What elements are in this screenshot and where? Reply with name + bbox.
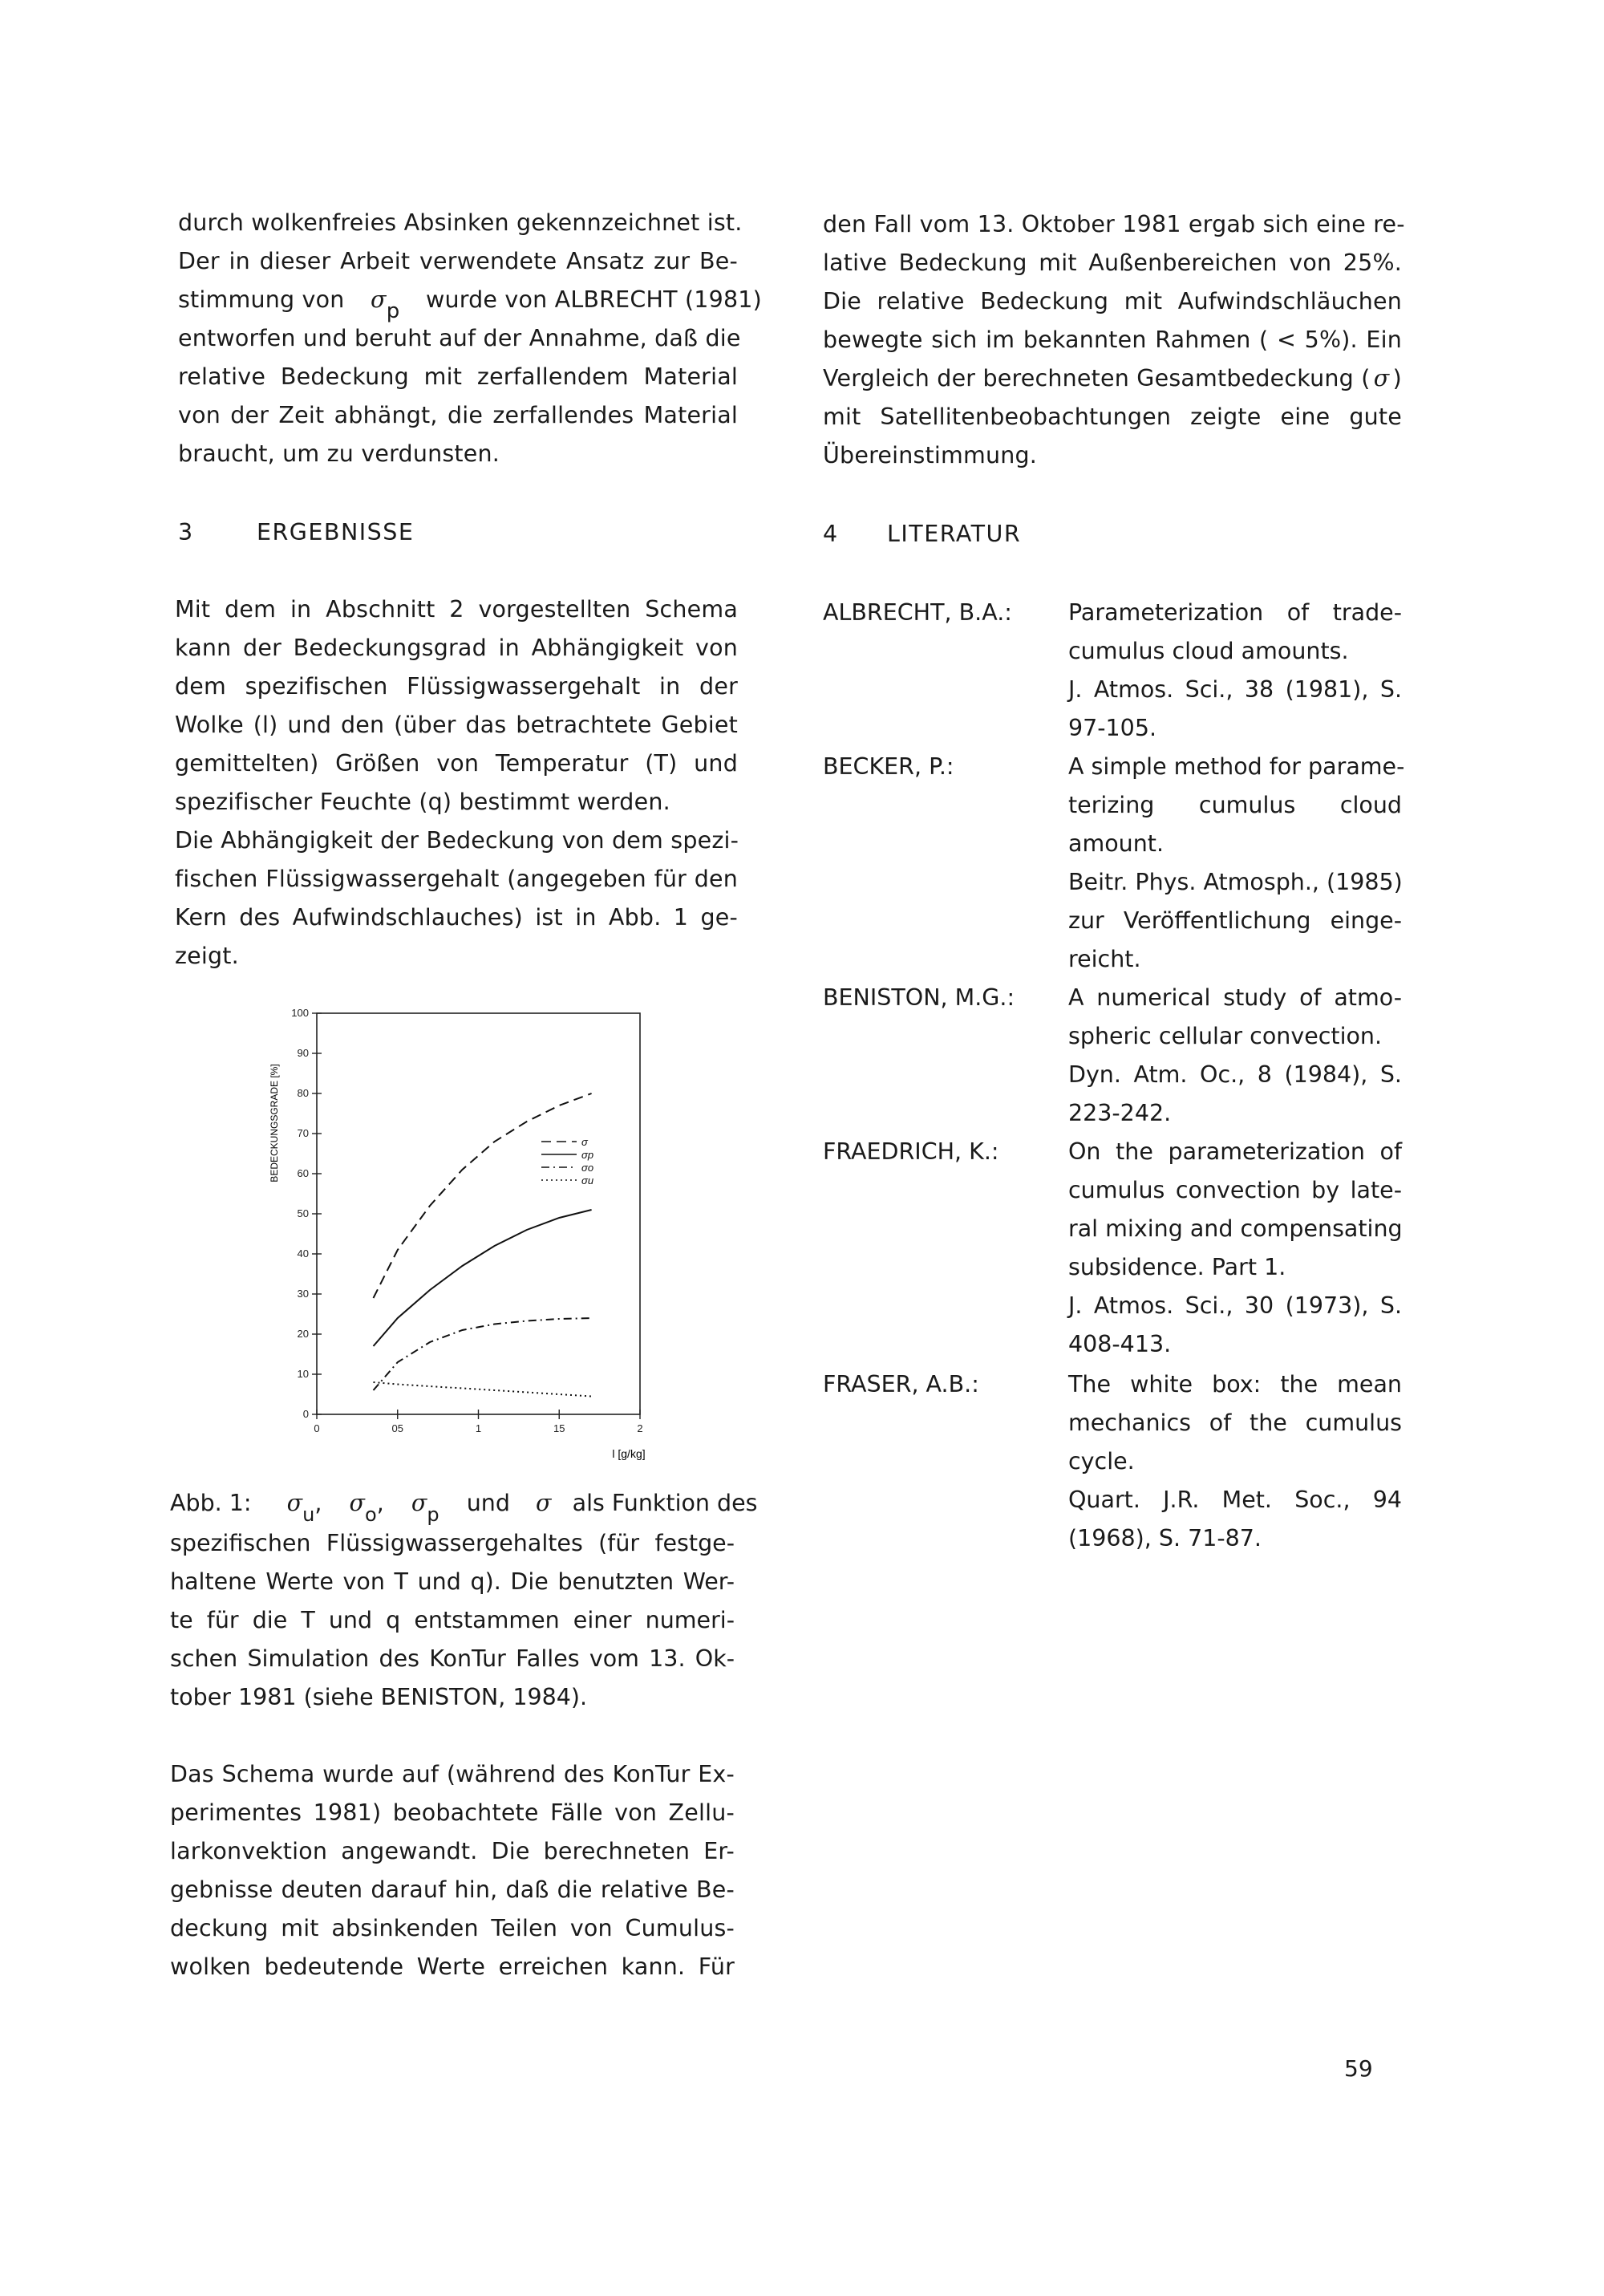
right-top-line-6: mit Satellitenbeobachtungen zeigte eine gute <box>823 404 1402 430</box>
right-top-line-2: lative Bedeckung mit Außenbereichen von 25%. <box>823 249 1402 276</box>
chart-ylabel: BEDECKUNGSGRADE [%] <box>269 1064 280 1182</box>
ref-author-fraedrich: FRAEDRICH, K.: <box>823 1138 999 1165</box>
y-tick-label: 100 <box>291 1007 309 1019</box>
caption-label: Abb. 1: <box>170 1490 252 1516</box>
sec3-line-9: Kern des Aufwindschlauches) ist in Abb. 1 ge- <box>175 904 738 931</box>
chart-series <box>374 1093 592 1397</box>
ref-line: spheric cellular convection. <box>1068 1023 1383 1049</box>
y-tick-label: 70 <box>297 1127 309 1139</box>
left-bottom-line-1: Das Schema wurde auf (während des KonTur Ex- <box>170 1761 735 1787</box>
sec3-line-6: spezifischer Feuchte (q) bestimmt werden. <box>175 789 670 815</box>
left-top-line-1: durch wolkenfreies Absinken gekennzeichnet ist. <box>178 209 743 236</box>
x-tick-label: 15 <box>553 1422 565 1434</box>
left-bottom-line-2: perimentes 1981) beobachtete Fälle von Zellu- <box>170 1799 735 1826</box>
plot-frame <box>317 1013 640 1414</box>
caption-line-1: Abb. 1: $\sigma_u$, $\sigma_o$, $\sigma_p$ und σ als Funktion des <box>170 1490 758 1526</box>
chart-legend <box>541 1136 593 1187</box>
line5-prefix: Vergleich der berechneten Gesamtbedeckung ( <box>823 365 1371 391</box>
ref-line: Quart. J.R. Met. Soc., 94 <box>1068 1487 1402 1513</box>
ref-line: cumulus convection by late- <box>1068 1177 1402 1203</box>
y-tick-label: 50 <box>297 1207 309 1219</box>
y-tick-label: 40 <box>297 1247 309 1260</box>
chart-xlabel: l [g/kg] <box>612 1447 646 1460</box>
section4-number: 4 <box>823 521 839 547</box>
sec3-line-8: fischen Flüssigwassergehalt (angegeben für den <box>175 866 738 892</box>
ref-author-fraser: FRASER, A.B.: <box>823 1371 979 1397</box>
ref-line: J. Atmos. Sci., 38 (1981), S. <box>1068 676 1402 703</box>
ref-line: Beitr. Phys. Atmosph., (1985) <box>1068 869 1403 895</box>
x-tick-label: 2 <box>637 1422 643 1434</box>
sec3-line-10: zeigt. <box>175 943 239 969</box>
ref-author-becker: BECKER, P.: <box>823 753 954 780</box>
ref-author-beniston: BENISTON, M.G.: <box>823 984 1015 1011</box>
ref-line: A numerical study of atmo- <box>1068 984 1402 1011</box>
left-top-line-3 <box>178 286 762 323</box>
legend-label: σp <box>581 1149 594 1161</box>
caption-line-2: spezifischen Flüssigwassergehaltes (für festge- <box>170 1530 735 1556</box>
right-top-line-4: bewegte sich im bekannten Rahmen ( < 5%). Ein <box>823 327 1402 353</box>
ref-line: 408-413. <box>1068 1331 1172 1357</box>
section3-title: ERGEBNISSE <box>257 519 415 546</box>
ref-line: Parameterization of trade- <box>1068 599 1402 626</box>
left-bottom-line-3: larkonvektion angewandt. Die berechneten Er- <box>170 1838 735 1864</box>
caption-sigma: σ <box>536 1490 552 1516</box>
series-line <box>374 1382 592 1397</box>
left-top-line-5: relative Bedeckung mit zerfallendem Material <box>178 363 738 390</box>
left-bottom-line-6: wolken bedeutende Werte erreichen kann. Für <box>170 1953 735 1980</box>
sec3-line-7: Die Abhängigkeit der Bedeckung von dem spezi- <box>175 827 739 854</box>
left-bottom-line-5: deckung mit absinkenden Teilen von Cumulus- <box>170 1915 735 1941</box>
ref-line: cumulus cloud amounts. <box>1068 638 1349 664</box>
x-tick-label: 1 <box>475 1422 482 1434</box>
y-tick-label: 10 <box>297 1368 309 1380</box>
ref-line: 97-105. <box>1068 715 1157 741</box>
ref-line: The white box: the mean <box>1068 1371 1402 1397</box>
caption-line-4: te für die T und q entstammen einer numeri- <box>170 1607 735 1633</box>
caption-sub-u: u <box>302 1503 315 1526</box>
caption-line1-tail: als Funktion des <box>572 1490 758 1516</box>
series-line <box>374 1093 592 1298</box>
ref-line: subsidence. Part 1. <box>1068 1254 1286 1280</box>
ref-line: cycle. <box>1068 1448 1135 1475</box>
ref-line: zur Veröffentlichung einge- <box>1068 907 1402 934</box>
y-tick-label: 80 <box>297 1087 309 1099</box>
sigma-p-symbol: σ <box>371 286 387 313</box>
caption-line-6: tober 1981 (siehe BENISTON, 1984). <box>170 1684 588 1710</box>
caption-und: und <box>466 1490 510 1516</box>
caption-sub-o: o <box>365 1503 377 1526</box>
left-top-line-4: entworfen und beruht auf der Annahme, daß die <box>178 325 741 351</box>
left-top-line-7: braucht, um zu verdunsten. <box>178 440 500 467</box>
sec3-line-5: gemittelten) Größen von Temperatur (T) und <box>175 750 738 777</box>
ref-line: On the parameterization of <box>1068 1138 1402 1165</box>
x-tick-label: 0 <box>314 1422 320 1434</box>
line5-suffix: ) <box>1392 365 1402 391</box>
y-tick-label: 20 <box>297 1328 309 1340</box>
ref-line: terizing cumulus cloud <box>1068 792 1402 818</box>
chart-x-axis <box>314 1410 642 1434</box>
ref-line: ral mixing and compensating <box>1068 1215 1403 1242</box>
line3-prefix: stimmung von <box>178 286 345 313</box>
left-top-line-2: Der in dieser Arbeit verwendete Ansatz zur Be- <box>178 248 738 274</box>
ref-line: (1968), S. 71-87. <box>1068 1525 1262 1552</box>
y-tick-label: 0 <box>302 1408 309 1420</box>
sec3-line-3: dem spezifischen Flüssigwassergehalt in der <box>175 673 738 700</box>
line5-sigma: σ <box>1373 365 1390 391</box>
caption-sigma-p: σ <box>411 1490 427 1516</box>
ref-line: amount. <box>1068 830 1165 857</box>
y-tick-label: 60 <box>297 1167 309 1179</box>
caption-sigma-u: σ <box>286 1490 303 1516</box>
ref-line: mechanics of the cumulus <box>1068 1410 1402 1436</box>
caption-sigma-o: σ <box>349 1490 365 1516</box>
x-tick-label: 05 <box>391 1422 403 1434</box>
ref-line: J. Atmos. Sci., 30 (1973), S. <box>1068 1292 1402 1319</box>
ref-line: 223-242. <box>1068 1100 1172 1126</box>
y-tick-label: 90 <box>297 1047 309 1059</box>
coverage-chart <box>257 995 658 1476</box>
right-top-line-7: Übereinstimmung. <box>823 442 1038 469</box>
sec3-line-4: Wolke (l) und den (über das betrachtete Gebiet <box>175 712 738 738</box>
chart-frame <box>317 1013 640 1414</box>
caption-line-5: schen Simulation des KonTur Falles vom 13. Ok- <box>170 1645 735 1672</box>
ref-line: reicht. <box>1068 946 1141 972</box>
line3-rest: wurde von ALBRECHT (1981) <box>425 286 762 313</box>
legend-label: σ <box>581 1136 588 1148</box>
series-line <box>374 1318 592 1390</box>
right-top-line-5 <box>823 366 1402 391</box>
section3-number: 3 <box>178 519 194 546</box>
left-bottom-line-4: gebnisse deuten darauf hin, daß die relative Be- <box>170 1876 735 1903</box>
page-number: 59 <box>1344 2055 1373 2082</box>
legend-label: σu <box>581 1174 594 1187</box>
ref-line: A simple method for parame- <box>1068 753 1405 780</box>
legend-label: σo <box>581 1162 594 1174</box>
ref-line: Dyn. Atm. Oc., 8 (1984), S. <box>1068 1061 1402 1088</box>
left-top-line-6: von der Zeit abhängt, die zerfallendes Material <box>178 402 738 428</box>
ref-author-albrecht: ALBRECHT, B.A.: <box>823 599 1012 626</box>
sigma-p-sub: p <box>386 298 400 323</box>
caption-sub-p: p <box>427 1503 439 1526</box>
sec3-line-2: kann der Bedeckungsgrad in Abhängigkeit von <box>175 635 738 661</box>
right-top-line-1: den Fall vom 13. Oktober 1981 ergab sich eine re- <box>823 211 1405 237</box>
right-top-line-3: Die relative Bedeckung mit Aufwindschläuchen <box>823 288 1402 314</box>
y-tick-label: 30 <box>297 1288 309 1300</box>
caption-line-3: haltene Werte von T und q). Die benutzten Wer- <box>170 1568 735 1595</box>
section4-title: LITERATUR <box>887 521 1022 547</box>
sec3-line-1: Mit dem in Abschnitt 2 vorgestellten Schema <box>175 596 738 623</box>
